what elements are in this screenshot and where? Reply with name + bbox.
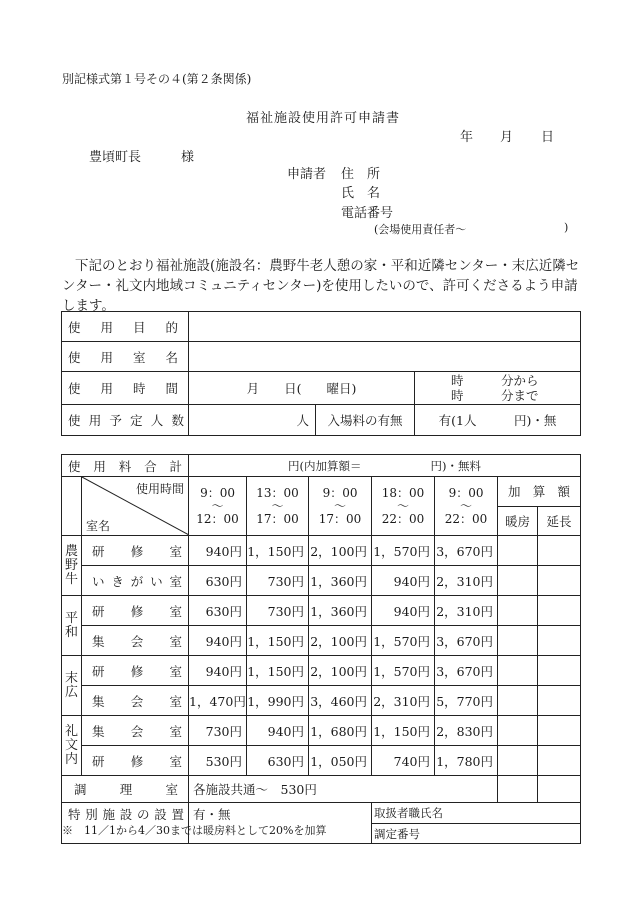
- extension-header: 延長: [538, 506, 581, 536]
- fee-cell: 940円: [189, 626, 247, 656]
- fee-cell: 940円: [372, 596, 435, 626]
- date-year-label: 年: [460, 130, 474, 145]
- addressee: 豊頃町長: [89, 150, 142, 165]
- fee-cell: 1，360円: [309, 566, 372, 596]
- fee-cell: 1，570円: [372, 536, 435, 566]
- fee-cell: 940円: [189, 656, 247, 686]
- extension-cell[interactable]: [538, 536, 581, 566]
- fee-cell: 2，100円: [309, 656, 372, 686]
- extension-cell[interactable]: [538, 566, 581, 596]
- fee-cell: 2，310円: [435, 596, 498, 626]
- room-name: 集 会 室: [82, 626, 189, 656]
- group-heiwa: 平 和: [62, 596, 82, 656]
- fee-cell: 1，150円: [372, 716, 435, 746]
- fee-cell: 2，100円: [309, 626, 372, 656]
- fee-cell: 740円: [372, 746, 435, 776]
- fee-cell: 2，310円: [372, 686, 435, 716]
- fee-cell: 1，570円: [372, 656, 435, 686]
- fee-cell: 2，310円: [435, 566, 498, 596]
- fee-cell: 1，470円: [189, 686, 247, 716]
- diagonal-header: [82, 477, 189, 536]
- heating-cell[interactable]: [498, 596, 538, 626]
- heating-cell[interactable]: [498, 566, 538, 596]
- usage-time-label: 使 用 時 間: [62, 372, 189, 405]
- room-name: い き が い 室: [82, 566, 189, 596]
- surcharge-header: 加 算 額: [498, 477, 581, 507]
- room-name: 研 修 室: [82, 746, 189, 776]
- usage-time-field[interactable]: 時 分から 時 分まで: [415, 372, 581, 405]
- fee-cell: 1，150円: [247, 536, 309, 566]
- fee-cell: 2，830円: [435, 716, 498, 746]
- admission-field[interactable]: 有(1人 円)・無: [415, 405, 581, 436]
- footnote: ※ 11／1から4／30までは暖房料として20%を加算: [62, 824, 327, 837]
- attendees-field[interactable]: 人: [189, 405, 316, 436]
- fee-cell: 530円: [189, 746, 247, 776]
- time-slot-5: 9：00 ～ 22：00: [435, 477, 498, 536]
- total-fee-field[interactable]: 円(内加算額＝ 円)・無料: [189, 455, 581, 477]
- fee-cell: 1，780円: [435, 746, 498, 776]
- fee-cell: 940円: [189, 536, 247, 566]
- fee-cell: 1，360円: [309, 596, 372, 626]
- application-form-table: [61, 311, 581, 436]
- fee-cell: 630円: [189, 566, 247, 596]
- extension-cell[interactable]: [538, 746, 581, 776]
- fee-cell: 1，150円: [247, 656, 309, 686]
- fee-table: [61, 454, 581, 844]
- special-facility-field[interactable]: 有・無: [189, 803, 372, 844]
- room-name: 集 会 室: [82, 716, 189, 746]
- fee-cell: 2，100円: [309, 536, 372, 566]
- fee-cell: 3，670円: [435, 656, 498, 686]
- room-header: 室名: [86, 519, 111, 533]
- purpose-field[interactable]: [189, 312, 581, 342]
- fee-cell: 1，990円: [247, 686, 309, 716]
- fee-cell: 1，570円: [372, 626, 435, 656]
- extension-cell[interactable]: [538, 596, 581, 626]
- usage-date-field[interactable]: 月 日( 曜日): [189, 372, 415, 405]
- room-name-field[interactable]: [189, 342, 581, 372]
- fee-cell: 1，150円: [247, 626, 309, 656]
- time-slot-3: 9：00 ～ 17：00: [309, 477, 372, 536]
- fee-cell: 730円: [247, 596, 309, 626]
- fee-cell: 3，670円: [435, 626, 498, 656]
- heating-cell[interactable]: [498, 626, 538, 656]
- fee-cell: 1，050円: [309, 746, 372, 776]
- address-label: 住 所: [341, 167, 381, 182]
- fee-cell: 940円: [372, 566, 435, 596]
- fee-cell: 630円: [247, 746, 309, 776]
- heating-cell[interactable]: [498, 686, 538, 716]
- fee-cell: 630円: [189, 596, 247, 626]
- phone-label: 電話番号: [341, 206, 394, 221]
- honorific: 様: [181, 150, 195, 165]
- assessment-number-field[interactable]: 調定番号: [372, 824, 581, 844]
- kitchen-label: 調 理 室: [62, 776, 189, 803]
- fee-cell: 5，770円: [435, 686, 498, 716]
- extension-cell[interactable]: [538, 656, 581, 686]
- time-slot-2: 13：00 ～ 17：00: [247, 477, 309, 536]
- fee-cell: 730円: [247, 566, 309, 596]
- time-slot-1: 9：00 ～ 12：00: [189, 477, 247, 536]
- venue-manager-label: (会場使用責任者～: [374, 223, 467, 236]
- group-header-blank: [62, 477, 82, 536]
- heating-header: 暖房: [498, 506, 538, 536]
- form-code: 別記様式第１号その４(第２条関係): [62, 72, 252, 86]
- attendees-label: 使 用 予 定 人 数: [62, 405, 189, 436]
- intro-paragraph: 下記のとおり福祉施設(施設名：農野牛老人憩の家・平和近隣センター・末広近隣センター・礼文内地域コミュニティセンター)を使用したいので、許可くださるよう申請します。: [62, 258, 580, 314]
- special-facility-label: 特 別 施 設 の 設 置: [62, 803, 189, 844]
- time-slot-4: 18：00 ～ 22：00: [372, 477, 435, 536]
- heating-cell[interactable]: [498, 656, 538, 686]
- fee-cell: 1，680円: [309, 716, 372, 746]
- venue-manager-close: ): [564, 221, 569, 234]
- fee-cell: 3，670円: [435, 536, 498, 566]
- purpose-label: 使 用 目 的: [62, 312, 189, 342]
- fee-cell: 940円: [247, 716, 309, 746]
- extension-cell[interactable]: [538, 686, 581, 716]
- date-month-label: 月: [500, 130, 514, 145]
- group-suehiro: 末 広: [62, 656, 82, 716]
- room-name: 集 会 室: [82, 686, 189, 716]
- group-rebunnai: 礼 文 内: [62, 716, 82, 776]
- group-nonoushi: 農 野 牛: [62, 536, 82, 596]
- kitchen-fee: 各施設共通～ 530円: [189, 776, 498, 803]
- room-name: 研 修 室: [82, 656, 189, 686]
- room-name: 研 修 室: [82, 596, 189, 626]
- heating-cell[interactable]: [498, 536, 538, 566]
- heating-cell[interactable]: [498, 776, 538, 803]
- fee-cell: 730円: [189, 716, 247, 746]
- name-label: 氏 名: [341, 186, 381, 201]
- fee-cell: 3，460円: [309, 686, 372, 716]
- usage-time-header: 使用時間: [136, 482, 185, 496]
- room-name-label: 使 用 室 名: [62, 342, 189, 372]
- extension-cell[interactable]: [538, 716, 581, 746]
- applicant-label: 申請者: [287, 167, 327, 182]
- handler-name-field[interactable]: 取扱者職氏名: [372, 803, 581, 824]
- admission-label: 入場料の有無: [316, 405, 415, 436]
- heating-cell[interactable]: [498, 716, 538, 746]
- page-title: 福祉施設使用許可申請書: [246, 111, 401, 126]
- extension-cell[interactable]: [538, 626, 581, 656]
- room-name: 研 修 室: [82, 536, 189, 566]
- date-day-label: 日: [541, 130, 555, 145]
- extension-cell[interactable]: [538, 776, 581, 803]
- heating-cell[interactable]: [498, 746, 538, 776]
- total-fee-label: 使 用 料 合 計: [62, 455, 189, 477]
